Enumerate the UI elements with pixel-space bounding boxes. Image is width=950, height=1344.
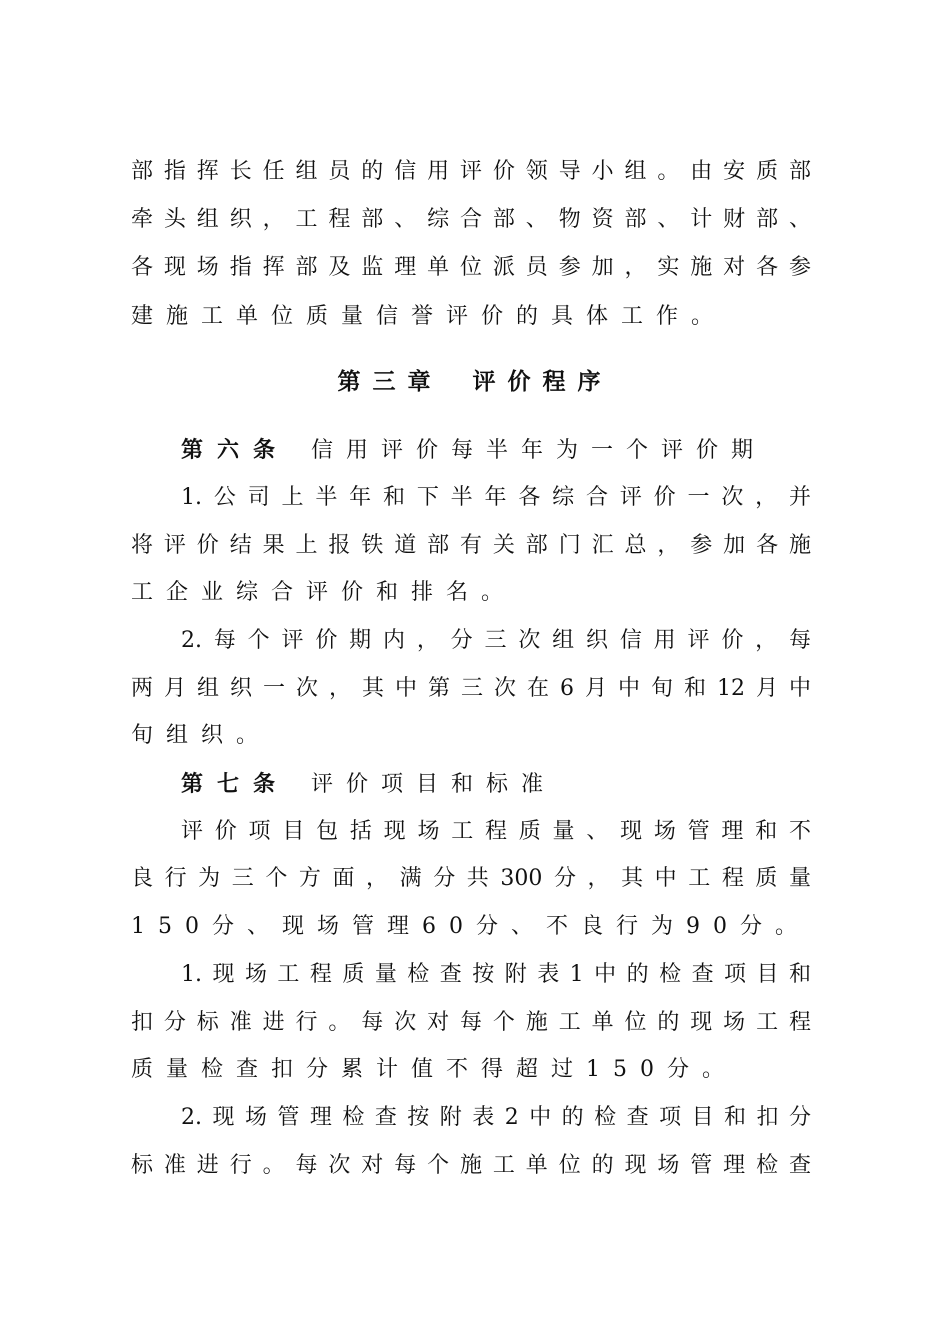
chapter-heading: [0, 362, 950, 402]
paragraph-line: 部指挥长任组员的信用评价领导小组。由安质部: [131, 159, 811, 184]
paragraph-line: 评价项目包括现场工程质量、现场管理和不: [181, 819, 811, 844]
article-number: 第六条: [181, 437, 290, 463]
paragraph-line: 工企业综合评价和排名。: [131, 580, 517, 605]
chapter-title: 评价程序: [472, 368, 613, 395]
article-6-heading: [181, 430, 767, 470]
paragraph-line: 将评价结果上报铁道部有关部门汇总，参加各施: [131, 533, 811, 558]
paragraph-line: 1.现场工程质量检查按附表1中的检查项目和: [181, 962, 811, 987]
article-number: 第七条: [181, 771, 290, 797]
paragraph-line: 2.现场管理检查按附表2中的检查项目和扣分: [181, 1105, 811, 1130]
article-title: 信用评价每半年为一个评价期: [311, 438, 767, 463]
chapter-number: 第三章: [337, 368, 443, 395]
paragraph-line: 1.公司上半年和下半年各综合评价一次，并: [181, 485, 811, 510]
paragraph-line: 扣分标准进行。每次对每个施工单位的现场工程: [131, 1010, 811, 1035]
paragraph-line: 良行为三个方面，满分共300分，其中工程质量: [131, 866, 811, 891]
article-7-heading: [181, 764, 741, 804]
paragraph-line: 150分、现场管理60分、不良行为90分。: [131, 914, 810, 939]
paragraph-line: 2.每个评价期内，分三次组织信用评价，每: [181, 628, 811, 653]
paragraph-line: 质量检查扣分累计值不得超过150分。: [131, 1057, 737, 1082]
paragraph-line: 标准进行。每次对每个施工单位的现场管理检查: [131, 1153, 811, 1178]
paragraph-line: 牵头组织，工程部、综合部、物资部、计财部、: [131, 207, 811, 232]
paragraph-line: 各现场指挥部及监理单位派员参加，实施对各参: [131, 255, 811, 280]
article-title: 评价项目和标准: [311, 772, 557, 797]
paragraph-line: 两月组织一次，其中第三次在6月中旬和12月中: [131, 676, 811, 701]
paragraph-line: 旬组织。: [131, 723, 272, 748]
paragraph-line: 建施工单位质量信誉评价的具体工作。: [131, 304, 727, 329]
